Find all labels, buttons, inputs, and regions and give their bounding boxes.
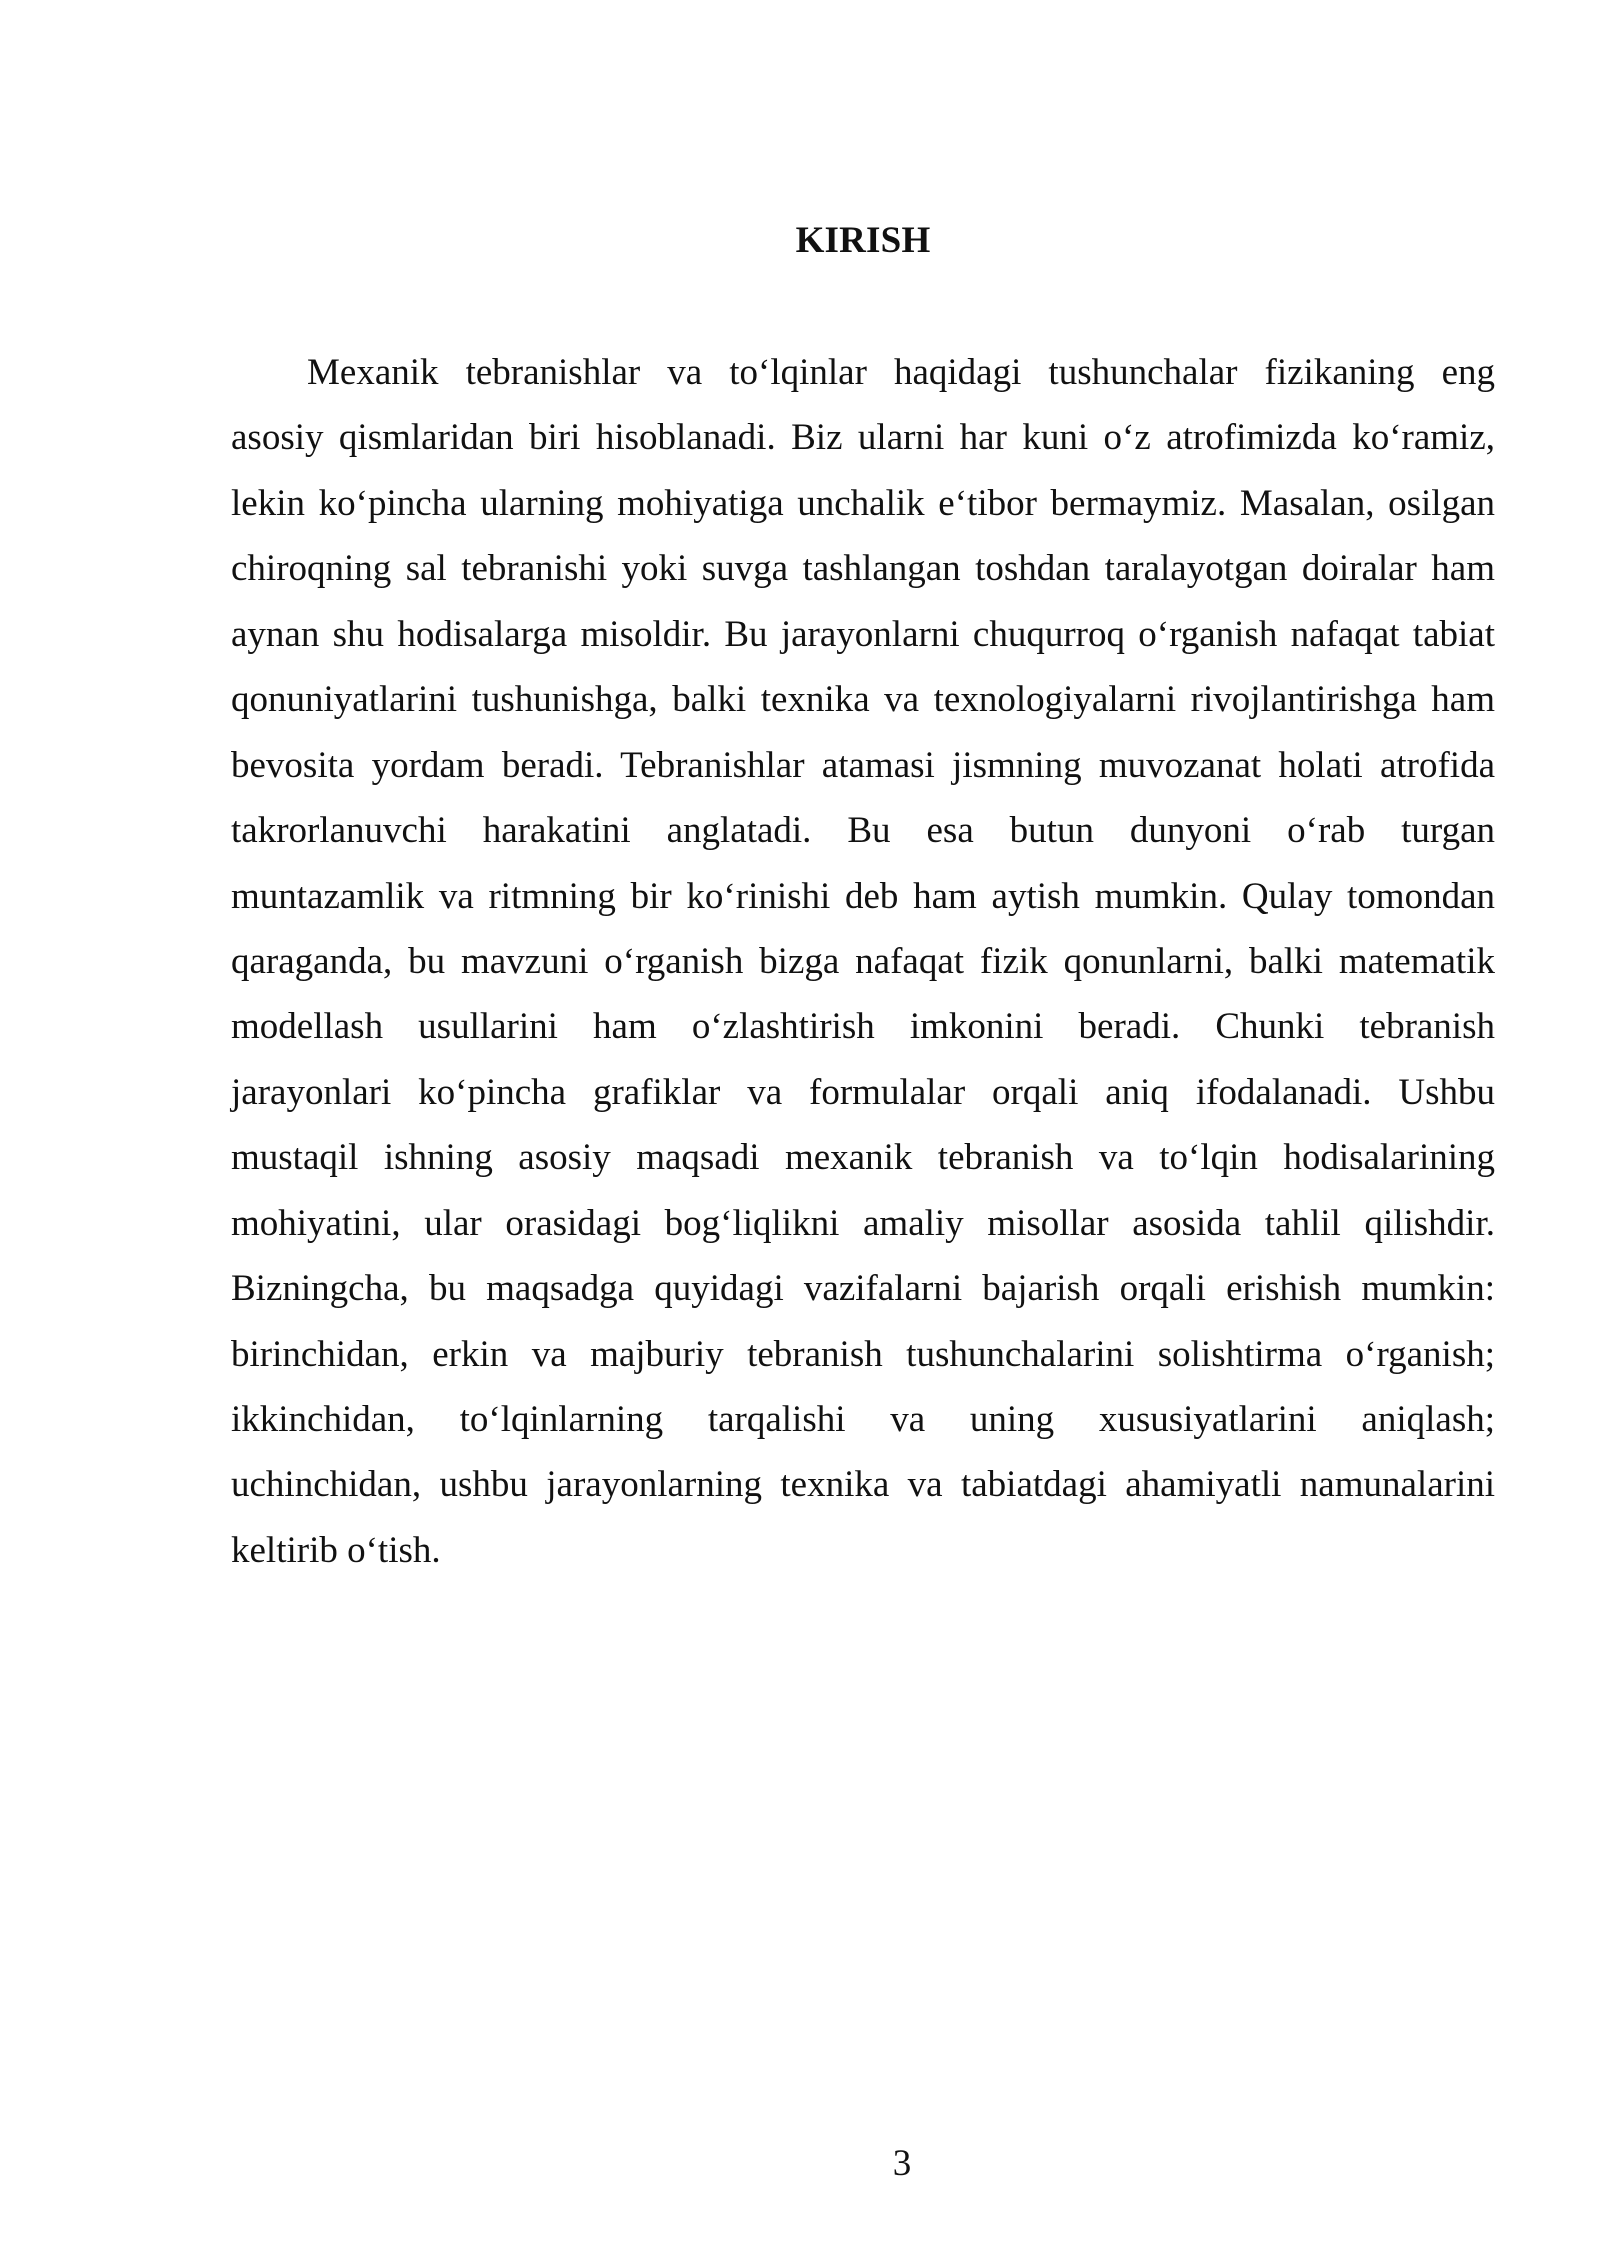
paragraph-line: muntazamlik va ritmning bir ko‘rinishi deb ham aytish mumkin. Qulay tomondan — [231, 875, 1495, 917]
paragraph-line: mohiyatini, ular orasidagi bog‘liqlikni amaliy misollar asosida tahlil qilishdir. — [231, 1202, 1495, 1244]
paragraph-line: bevosita yordam beradi. Tebranishlar atamasi jismning muvozanat holati atrofida — [231, 744, 1495, 786]
paragraph-line: mustaqil ishning asosiy maqsadi mexanik tebranish va to‘lqin hodisalarining — [231, 1137, 1495, 1179]
page-number: 3 — [892, 2143, 912, 2184]
paragraph-line: Mexanik tebranishlar va to‘lqinlar haqidagi tushunchalar fizikaning eng — [307, 352, 1495, 393]
paragraph-line: takrorlanuvchi harakatini anglatadi. Bu esa butun dunyoni o‘rab turgan — [231, 810, 1495, 852]
paragraph-line: birinchidan, erkin va majburiy tebranish tushunchalarini solishtirma o‘rganish; — [231, 1333, 1495, 1375]
paragraph-line: keltirib o‘tish. — [231, 1529, 441, 1571]
paragraph-line: aynan shu hodisalarga misoldir. Bu jarayonlarni chuqurroq o‘rganish nafaqat tabiat — [231, 613, 1495, 655]
paragraph-line: ikkinchidan, to‘lqinlarning tarqalishi va uning xususiyatlarini aniqlash; — [231, 1399, 1495, 1440]
body-paragraph — [231, 340, 1495, 1583]
paragraph-line: uchinchidan, ushbu jarayonlarning texnika va tabiatdagi ahamiyatli namunalarini — [231, 1464, 1495, 1506]
paragraph-line: asosiy qismlaridan biri hisoblanadi. Biz ularni har kuni o‘z atrofimizda ko‘ramiz, — [231, 417, 1495, 459]
paragraph-line: Bizningcha, bu maqsadga quyidagi vazifalarni bajarish orqali erishish mumkin: — [231, 1268, 1495, 1310]
paragraph-line: qaraganda, bu mavzuni o‘rganish bizga nafaqat fizik qonunlarni, balki matematik — [231, 940, 1495, 982]
paragraph-line: chiroqning sal tebranishi yoki suvga tashlangan toshdan taralayotgan doiralar ham — [231, 548, 1495, 590]
paragraph-line: lekin ko‘pincha ularning mohiyatiga unchalik e‘tibor bermaymiz. Masalan, osilgan — [231, 482, 1495, 524]
paragraph-line: qonuniyatlarini tushunishga, balki texnika va texnologiyalarni rivojlantirishga ham — [231, 679, 1495, 721]
paragraph-line: modellash usullarini ham o‘zlashtirish imkonini beradi. Chunki tebranish — [231, 1006, 1495, 1048]
section-title: KIRISH — [795, 220, 931, 261]
paragraph-line: jarayonlari ko‘pincha grafiklar va formulalar orqali aniq ifodalanadi. Ushbu — [231, 1071, 1495, 1113]
